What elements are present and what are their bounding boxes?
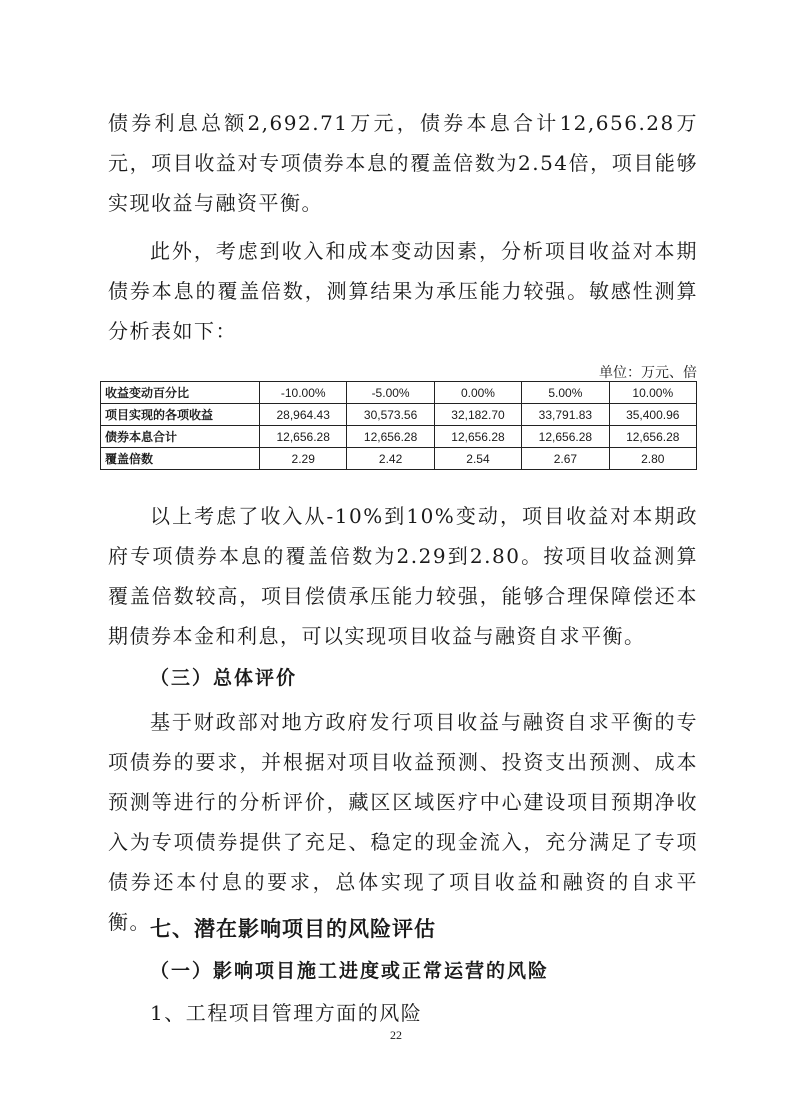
table-cell: 32,182.70 [434, 404, 521, 426]
table-row [101, 426, 697, 448]
table-cell: 收益变动百分比 [101, 382, 260, 404]
table-cell: 10.00% [609, 382, 696, 404]
table-cell: 2.80 [609, 448, 696, 470]
paragraph-overall-evaluation: 基于财政部对地方政府发行项目收益与融资自求平衡的专项债券的要求，并根据对项目收益预测、投资支出预测、成本预测等进行的分析评价，藏区区域医疗中心建设项目预期净收入为专项债券提供了充足、稳定的现金流入，充分满足了专项债券还本付息的要求，总体实现了项目收益和融资的自求平衡。 [108, 710, 698, 934]
table-cell: 12,656.28 [260, 426, 347, 448]
sensitivity-table [100, 381, 697, 470]
table-row [101, 404, 697, 426]
table-header-row [101, 382, 697, 404]
table-cell: 5.00% [522, 382, 609, 404]
table-cell: 12,656.28 [434, 426, 521, 448]
heading-section-7: 七、潜在影响项目的风险评估 [150, 917, 436, 941]
table-cell: 2.42 [347, 448, 434, 470]
table-cell: 0.00% [434, 382, 521, 404]
list-item-project-management-risk: 1、工程项目管理方面的风险 [150, 1001, 423, 1025]
table-cell: -5.00% [347, 382, 434, 404]
table-cell: 2.29 [260, 448, 347, 470]
table-cell: 12,656.28 [522, 426, 609, 448]
table-cell: 项目实现的各项收益 [101, 404, 260, 426]
heading-overall-evaluation: （三）总体评价 [150, 667, 298, 689]
heading-risk-construction: （一）影响项目施工进度或正常运营的风险 [150, 960, 550, 982]
table-cell: 债券本息合计 [101, 426, 260, 448]
table-cell: -10.00% [260, 382, 347, 404]
paragraph-debt-summary: 债券利息总额2,692.71万元，债券本息合计12,656.28万元，项目收益对专项债券本息的覆盖倍数为2.54倍，项目能够实现收益与融资平衡。 [108, 111, 698, 215]
table-cell: 35,400.96 [609, 404, 696, 426]
page-number: 22 [390, 1028, 402, 1042]
table-cell: 2.67 [522, 448, 609, 470]
table-cell: 覆盖倍数 [101, 448, 260, 470]
table-cell: 2.54 [434, 448, 521, 470]
table-cell: 12,656.28 [347, 426, 434, 448]
table-cell: 28,964.43 [260, 404, 347, 426]
table-cell: 30,573.56 [347, 404, 434, 426]
table-cell: 33,791.83 [522, 404, 609, 426]
table-row [101, 448, 697, 470]
table-unit-label: 单位：万元、倍 [599, 365, 697, 381]
paragraph-sensitivity-intro: 此外，考虑到收入和成本变动因素，分析项目收益对本期债券本息的覆盖倍数，测算结果为承压能力较强。敏感性测算分析表如下： [108, 239, 698, 343]
table-cell: 12,656.28 [609, 426, 696, 448]
paragraph-sensitivity-conclusion: 以上考虑了收入从-10%到10%变动，项目收益对本期政府专项债券本息的覆盖倍数为2.29到2.80。按项目收益测算覆盖倍数较高，项目偿债承压能力较强，能够合理保障偿还本期债券本金和利息，可以实现项目收益与融资自求平衡。 [108, 504, 698, 648]
